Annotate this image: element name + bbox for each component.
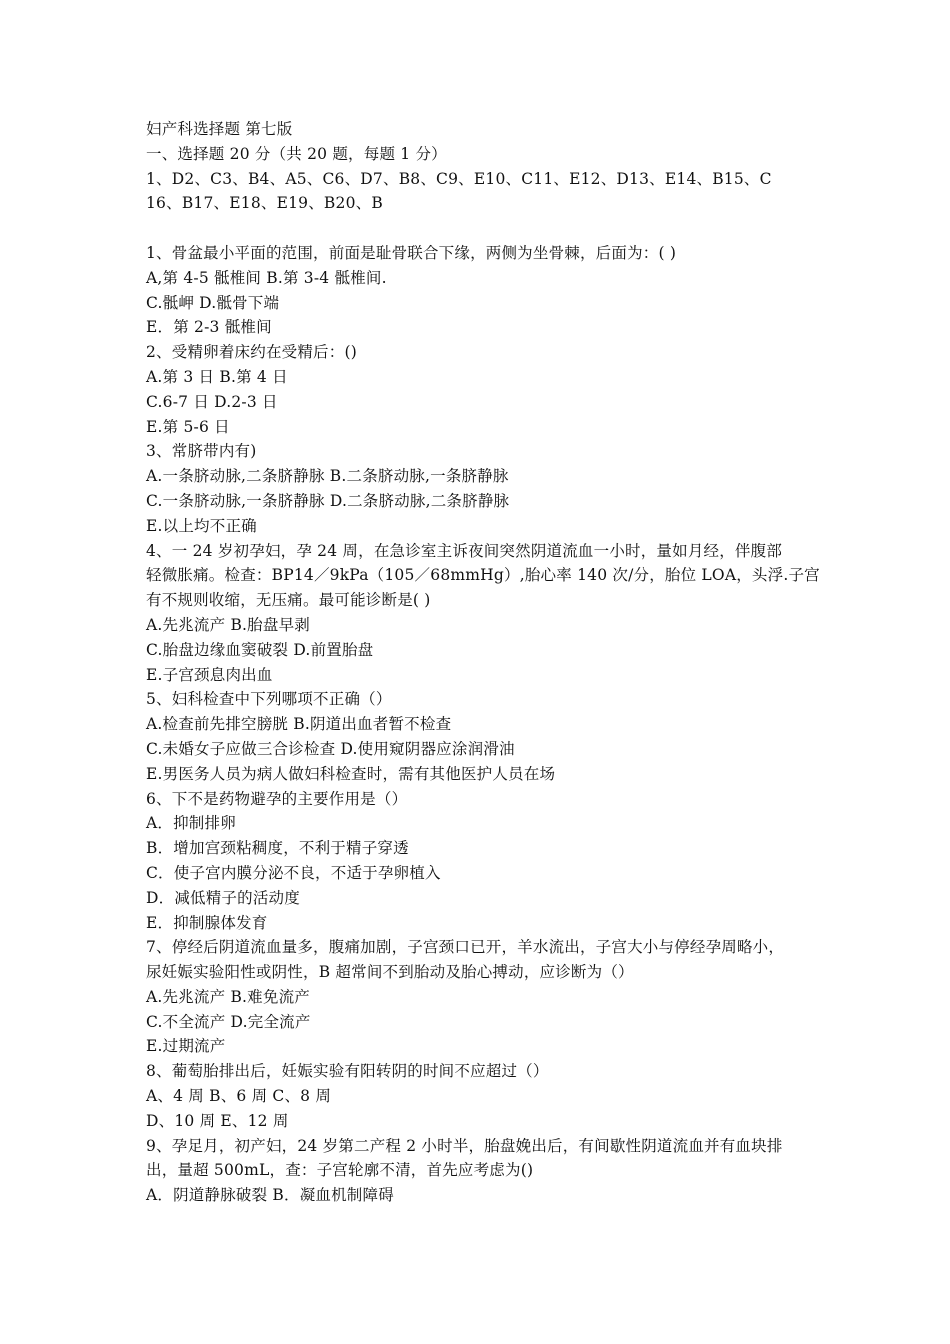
question-7-continued: 尿妊娠实验阳性或阴性，B 超常间不到胎动及胎心搏动，应诊断为（）: [146, 963, 634, 982]
answer-key-line: 16、B17、E18、E19、B20、B: [146, 194, 383, 213]
question-option: E．第 2-3 骶椎间: [146, 318, 272, 337]
question-4-continued: 有不规则收缩，无压痛。最可能诊断是( ): [146, 591, 431, 610]
question-9-continued: 出，量超 500mL，查：子宫轮廓不清，首先应考虑为(): [146, 1161, 534, 1180]
question-9: 9、孕足月，初产妇，24 岁第二产程 2 小时半，胎盘娩出后，有间歇性阴道流血并有血块排: [146, 1136, 783, 1155]
question-option: A.第 3 日 B.第 4 日: [146, 367, 288, 386]
question-option: E.过期流产: [146, 1037, 226, 1056]
question-2: 2、受精卵着床约在受精后：(): [146, 343, 357, 362]
question-option: E.以上均不正确: [146, 516, 257, 535]
question-option: C.6-7 日 D.2-3 日: [146, 392, 278, 411]
question-option: A.先兆流产 B.胎盘早剥: [146, 615, 310, 634]
question-7: 7、停经后阴道流血量多，腹痛加剧，子宫颈口已开，羊水流出，子宫大小与停经孕周略小，: [146, 938, 785, 957]
question-4-continued: 轻微胀痛。检查：BP14／9kPa（105／68mmHg）,胎心率 140 次/分，胎位 LOA，头浮.子宫: [146, 566, 820, 585]
question-8: 8、葡萄胎排出后，妊娠实验有阳转阴的时间不应超过（）: [146, 1062, 549, 1081]
question-option: C.骶岬 D.骶骨下端: [146, 293, 280, 312]
section-heading: 一、选择题 20 分（共 20 题，每题 1 分）: [146, 144, 447, 163]
question-option: A、4 周 B、6 周 C、8 周: [146, 1087, 332, 1106]
question-option: A.一条脐动脉,二条脐静脉 B.二条脐动脉,一条脐静脉: [146, 467, 509, 486]
document-page: [146, 117, 826, 1208]
question-option: D、10 周 E、12 周: [146, 1111, 289, 1130]
question-option: C.未婚女子应做三合诊检查 D.使用窥阴器应涂润滑油: [146, 739, 515, 758]
question-option: A.检查前先排空膀胱 B.阴道出血者暂不检查: [146, 715, 452, 734]
document-title: 妇产科选择题 第七版: [146, 120, 293, 138]
answer-key-line: 1、D2、C3、B4、A5、C6、D7、B8、C9、E10、C11、E12、D13、E14、B15、C: [146, 169, 772, 188]
question-option: C.不全流产 D.完全流产: [146, 1012, 311, 1031]
question-6: 6、下不是药物避孕的主要作用是（）: [146, 789, 408, 808]
question-option: B．增加宫颈粘稠度，不利于精子穿透: [146, 839, 409, 858]
question-option: C.胎盘边缘血窦破裂 D.前置胎盘: [146, 640, 374, 659]
question-option: E.子宫颈息肉出血: [146, 665, 273, 684]
question-option: A.先兆流产 B.难免流产: [146, 987, 310, 1006]
question-option: E.第 5-6 日: [146, 417, 230, 436]
question-4: 4、一 24 岁初孕妇，孕 24 周，在急诊室主诉夜间突然阴道流血一小时，量如月经，伴腹部: [146, 541, 783, 560]
question-option: A,第 4-5 骶椎间 B.第 3-4 骶椎间.: [146, 268, 387, 287]
question-option: E．抑制腺体发育: [146, 913, 268, 932]
question-option: C．使子宫内膜分泌不良，不适于孕卵植入: [146, 863, 441, 882]
question-option: A．抑制排卵: [146, 814, 236, 833]
question-option: E.男医务人员为病人做妇科检查时，需有其他医护人员在场: [146, 764, 556, 783]
question-option: A．阴道静脉破裂 B．凝血机制障碍: [146, 1186, 394, 1205]
question-1: 1、骨盆最小平面的范围，前面是耻骨联合下缘，两侧为坐骨棘，后面为：( ): [146, 243, 677, 262]
question-5: 5、妇科检查中下列哪项不正确（）: [146, 690, 392, 709]
question-option: C.一条脐动脉,一条脐静脉 D.二条脐动脉,二条脐静脉: [146, 491, 510, 510]
question-3: 3、常脐带内有): [146, 442, 257, 461]
question-option: D．减低精子的活动度: [146, 888, 300, 907]
blank-line: [146, 216, 826, 241]
